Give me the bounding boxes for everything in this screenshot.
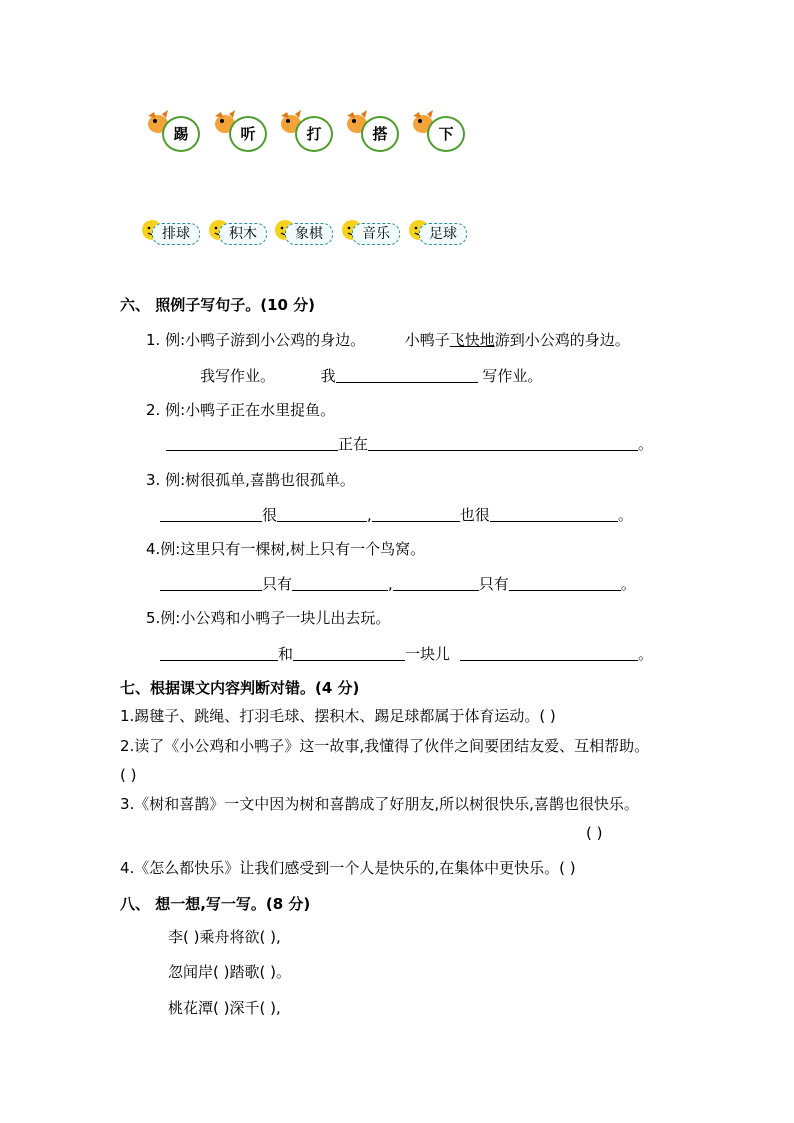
s7-item-4: 4.《怎么都快乐》让我们感受到一个人是快乐的,在集体中更快乐。( )	[120, 859, 576, 877]
s6-q1-line2	[200, 366, 542, 386]
q2-end: 。	[638, 435, 654, 453]
answer-blank[interactable]	[336, 366, 478, 383]
s6-q5-example: 5.例:小公鸡和小鸭子一块儿出去玩。	[146, 609, 391, 627]
s8-line-1: 李( )乘舟将欲( ),	[168, 928, 281, 946]
q3-end: 。	[617, 506, 633, 524]
s7-answer-2[interactable]: ( )	[120, 766, 137, 784]
answer-blank[interactable]	[166, 434, 338, 451]
q1-line2-pre: 我写作业。	[200, 367, 276, 385]
verb-text: 打	[295, 116, 333, 152]
answer-blank[interactable]	[277, 505, 367, 522]
s6-q2-line	[166, 434, 653, 454]
verb-badge	[279, 110, 339, 150]
q1-answer-post: 游到小公鸡的身边。	[494, 331, 630, 349]
answer-blank[interactable]	[368, 434, 638, 451]
answer-blank[interactable]	[393, 574, 479, 591]
q1-line2-post: 写作业。	[482, 367, 543, 385]
q3-comma: ,	[367, 506, 372, 524]
q5-w2: 一块儿	[405, 645, 451, 663]
q1-number: 1.	[146, 331, 161, 349]
s7-item-2: 2.读了《小公鸡和小鸭子》这一故事,我懂得了伙伴之间要团结友爱、互相帮助。	[120, 737, 650, 755]
verb-text: 踢	[162, 116, 200, 152]
answer-blank[interactable]	[292, 574, 388, 591]
verb-badge	[213, 110, 273, 150]
answer-blank[interactable]	[293, 644, 405, 661]
q4-w1: 只有	[262, 575, 293, 593]
s6-q4-example: 4.例:这里只有一棵树,树上只有一个鸟窝。	[146, 540, 426, 558]
q1-example-text: 例:小鸭子游到小公鸡的身边。	[165, 331, 366, 349]
verb-text: 下	[427, 116, 465, 152]
verb-text: 听	[229, 116, 267, 152]
s6-q3-line	[160, 505, 633, 525]
answer-blank[interactable]	[160, 574, 262, 591]
s7-item-3: 3.《树和喜鹊》一文中因为树和喜鹊成了好朋友,所以树很快乐,喜鹊也很快乐。	[120, 795, 639, 813]
s6-q5-line	[160, 644, 653, 664]
s6-q4-line	[160, 574, 636, 594]
q4-w2: 只有	[478, 575, 509, 593]
noun-text: 音乐	[352, 223, 400, 245]
answer-blank[interactable]	[460, 644, 638, 661]
answer-blank[interactable]	[160, 644, 278, 661]
q4-end: 。	[620, 575, 636, 593]
q2-word: 正在	[338, 435, 369, 453]
q3-w2: 也很	[459, 506, 490, 524]
section-8-title: 八、 想一想,写一写。(8 分)	[120, 895, 311, 913]
noun-text: 象棋	[285, 223, 333, 245]
q4-comma: ,	[388, 575, 393, 593]
answer-blank[interactable]	[490, 505, 618, 522]
s7-answer-3[interactable]: ( )	[586, 824, 603, 842]
noun-text: 排球	[152, 223, 200, 245]
s6-q2-example: 2. 例:小鸭子正在水里捉鱼。	[146, 401, 336, 419]
verb-badge	[146, 110, 206, 150]
answer-blank[interactable]	[372, 505, 460, 522]
s7-item-1: 1.踢毽子、跳绳、打羽毛球、摆积木、踢足球都属于体育运动。( )	[120, 707, 556, 725]
section-6-title: 六、 照例子写句子。(10 分)	[120, 296, 316, 314]
q1-line2-me: 我	[320, 367, 336, 385]
noun-text: 积木	[219, 223, 267, 245]
q3-w1: 很	[262, 506, 278, 524]
noun-text: 足球	[419, 223, 467, 245]
s6-q3-example: 3. 例:树很孤单,喜鹊也很孤单。	[146, 471, 355, 489]
answer-blank[interactable]	[160, 505, 262, 522]
q5-end: 。	[638, 645, 654, 663]
q1-answer-pre: 小鸭子	[404, 331, 450, 349]
answer-blank[interactable]	[509, 574, 621, 591]
verb-badge	[345, 110, 405, 150]
s8-line-2: 忽闻岸( )踏歌( )。	[168, 963, 291, 981]
q1-answer-underlined: 飞快地	[449, 331, 495, 349]
verb-badge	[411, 110, 471, 150]
s8-line-3: 桃花潭( )深千( ),	[168, 999, 281, 1017]
section-7-title: 七、根据课文内容判断对错。(4 分)	[120, 679, 360, 697]
s6-q1-example	[146, 330, 630, 350]
verb-text: 搭	[361, 116, 399, 152]
q5-w1: 和	[278, 645, 294, 663]
